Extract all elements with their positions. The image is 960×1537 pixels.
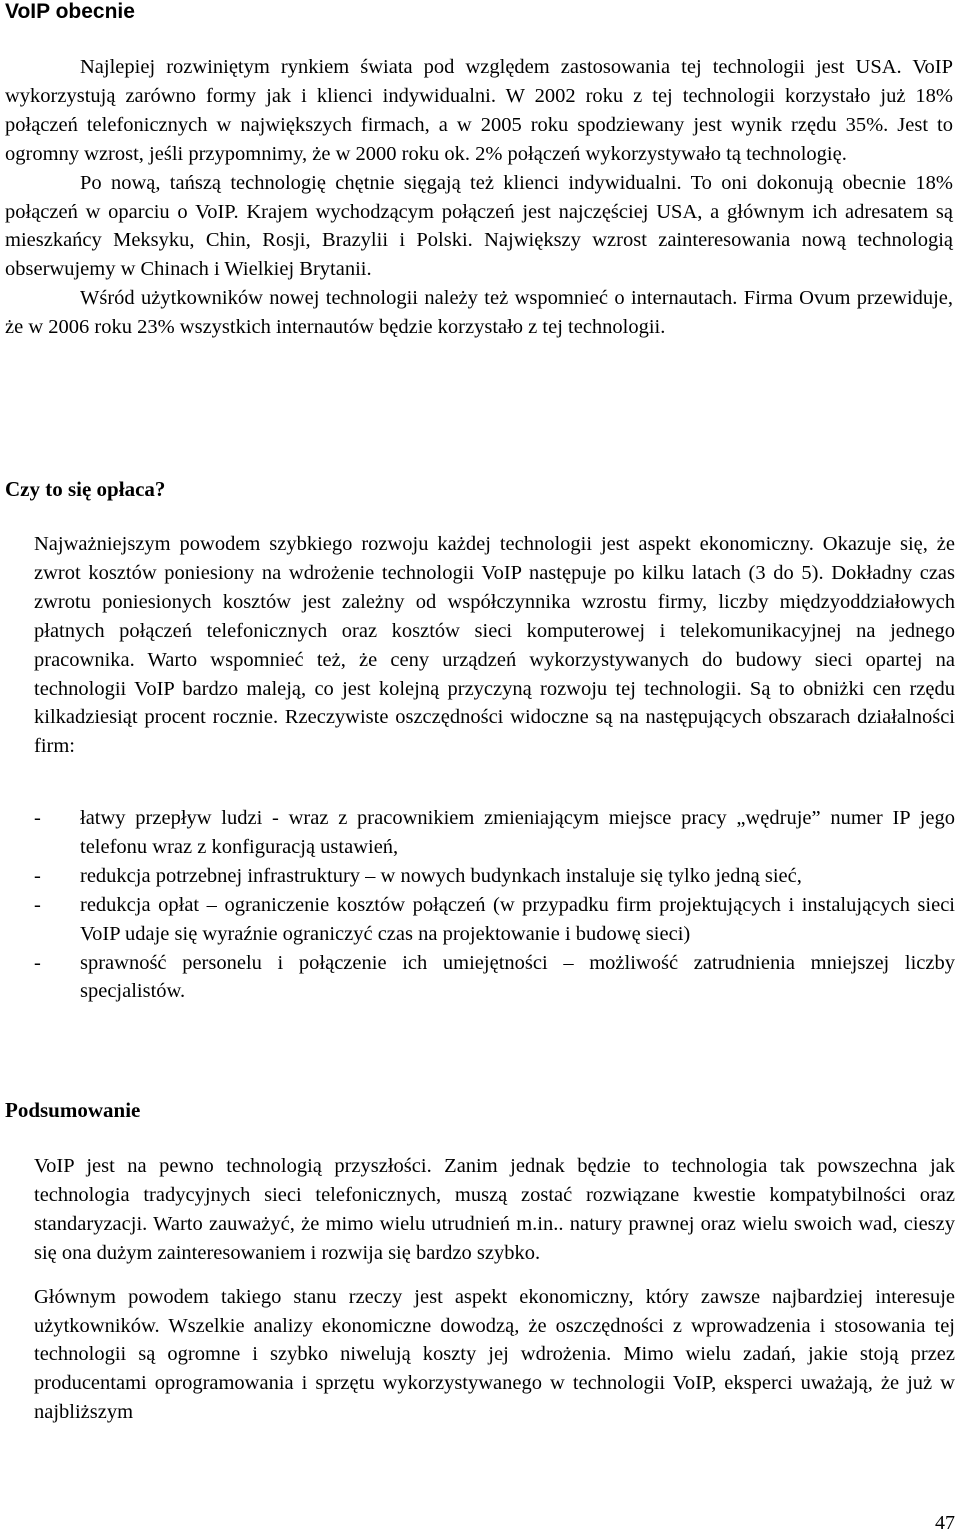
section-podsumowanie-body — [34, 1152, 955, 1427]
paragraph: Najważniejszym powodem szybkiego rozwoju każdej technologii jest aspekt ekonomiczny. Okazuje się, że zwrot kosztów poniesiony na wdrożenie technologii VoIP następuje po kilku latach (3 do 5). Dokładny czas zwrotu poniesionych kosztów jest zależny od współczynnika wzrostu firmy, liczby międzyoddziałowych płatnych połączeń telefonicznych oraz kosztów sieci komputerowej i telekomunikacyjnej na jednego pracownika. Warto wspomnieć też, że ceny urządzeń wykorzystywanych do budowy sieci opartej na technologii VoIP bardzo maleją, co jest kolejną przyczyną rozwoju tej technologii. Są to obniżki cen rzędu kilkadziesiąt procent rocznie. Rzeczywiste oszczędności widoczne są na następujących obszarach działalności firm: — [34, 533, 955, 758]
list-dash: - — [34, 893, 41, 916]
list-dash: - — [34, 807, 41, 829]
list-dash: - — [34, 951, 41, 974]
list-dash: - — [34, 864, 41, 887]
section-heading-voip-obecnie: VoIP obecnie — [5, 0, 135, 23]
section-heading-podsumowanie: Podsumowanie — [5, 1098, 141, 1122]
list-item-text: redukcja opłat – ograniczenie kosztów połączeń (w przypadku firm projektujących i instalujących sieci VoIP udaje się wyraźnie ograniczyć czas na projektowanie i budowę sieci) — [80, 893, 955, 945]
list-item-text: redukcja potrzebnej infrastruktury – w nowych budynkach instaluje się tylko jedną sieć, — [80, 864, 802, 887]
paragraph: Głównym powodem takiego stanu rzeczy jest aspekt ekonomiczny, który zawsze najbardziej interesuje użytkowników. Wszelkie analizy ekonomiczne dowodzą, że oszczędności z wprowadzenia i stosowania tej technologii są ogromne i szybko niwelują koszty jej wdrożenia. Mimo wielu zadań, jakie stoją przez producentami oprogramowania i sprzętu wykorzystywanego w technologii VoIP, eksperci uważają, że już w najbliższym — [34, 1285, 955, 1424]
section-voip-obecnie-body — [5, 53, 953, 342]
list-item — [34, 862, 955, 891]
paragraph: Po nową, tańszą technologię chętnie sięgają też klienci indywidualni. To oni dokonują obecnie 18% połączeń w oparciu o VoIP. Krajem wychodzącym połączeń jest najczęściej USA, a głównym ich adresatem są mieszkańcy Meksyku, Chin, Rosji, Brazylii i Polski. Największy wzrost zainteresowania nową technologią obserwujemy w Chinach i Wielkiej Brytanii. — [5, 171, 953, 281]
list-item-text: sprawność personelu i połączenie ich umiejętności – możliwość zatrudnienia mniejszej liczby specjalistów. — [80, 951, 955, 1003]
paragraph: Wśród użytkowników nowej technologii należy też wspomnieć o internautach. Firma Ovum przewiduje, że w 2006 roku 23% wszystkich internautów będzie korzystało z tej technologii. — [5, 287, 953, 339]
section-heading-czy-to-sie-oplaca: Czy to się opłaca? — [5, 477, 166, 501]
list-item — [34, 891, 955, 949]
paragraph: Najlepiej rozwiniętym rynkiem świata pod względem zastosowania tej technologii jest USA. VoIP wykorzystują zarówno formy jak i klienci indywidualni. W 2002 roku z tej technologii korzystało już 18% połączeń telefonicznych w największych firmach, a w 2005 roku spodziewany jest wynik rzędu 35%. Jest to ogromny wzrost, jeśli przypomnimy, że w 2000 roku ok. 2% połączeń wykorzystywało tą technologię. — [5, 56, 953, 165]
page-number: 47 — [935, 1512, 955, 1534]
paragraph: VoIP jest na pewno technologią przyszłości. Zanim jednak będzie to technologia tak powszechna jak technologia tradycyjnych sieci telefonicznych, muszą zostać rozwiązane kwestie kompatybilności oraz standaryzacji. Warto zauważyć, że mimo wielu utrudnień m.in.. natury prawnej oraz wielu swoich wad, cieszy się ona dużym zainteresowaniem i rozwija się bardzo szybko. — [34, 1155, 955, 1264]
list-item — [34, 949, 955, 1007]
savings-list — [34, 804, 955, 1006]
list-item — [34, 804, 955, 862]
list-item-text: łatwy przepływ ludzi - wraz z pracownikiem zmieniającym miejsce pracy „wędruje” numer IP jego telefonu wraz z konfiguracją ustawień, — [80, 807, 955, 858]
section-oplacalnosc-body — [34, 530, 955, 761]
